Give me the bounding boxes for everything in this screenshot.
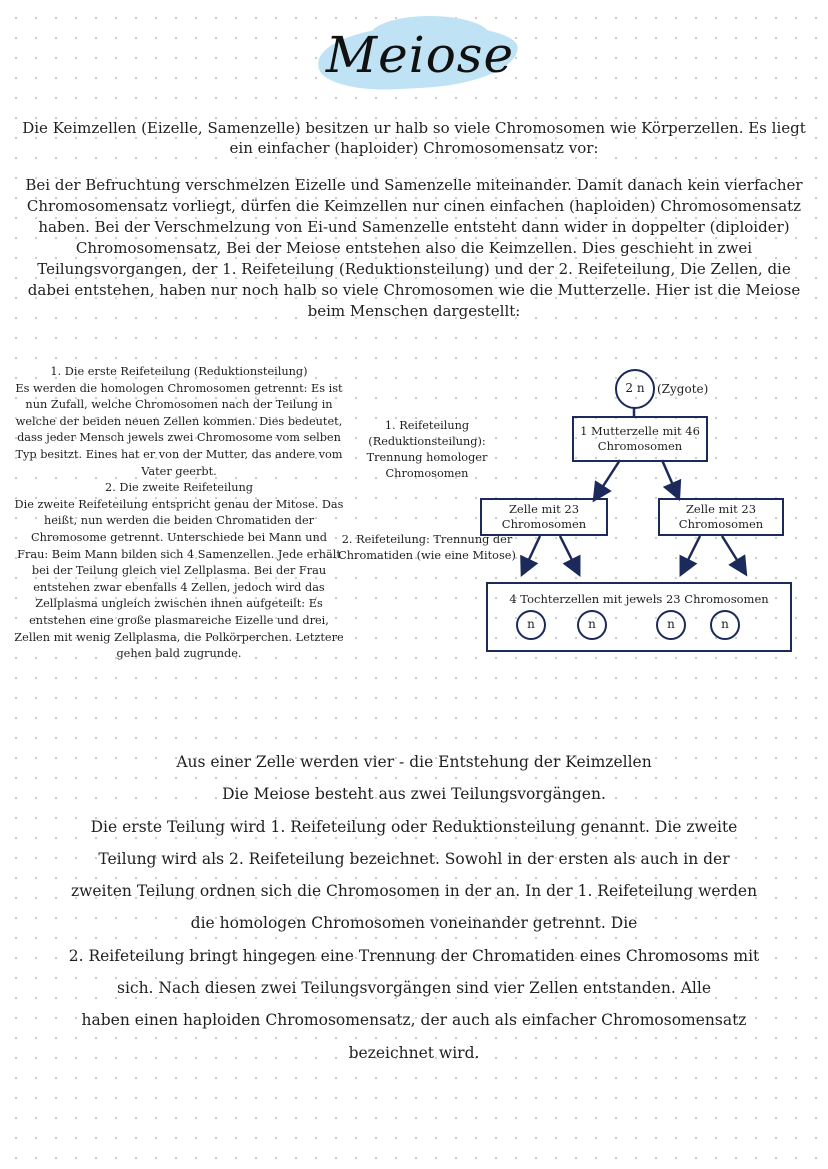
- summary-line: sich. Nach diesen zwei Teilungsvorgängen sind vier Zellen entstanden. Alle: [116, 979, 712, 998]
- title-area: [300, 12, 540, 102]
- summary-line: zweiten Teilung ordnen sich die Chromosomen in der an. In der 1. Reifeteilung werden: [70, 882, 758, 901]
- n-circle: n: [516, 610, 546, 640]
- summary-line: die homologen Chromosomen voneinander getrennt. Die: [190, 914, 638, 933]
- side-explanation: [14, 364, 344, 663]
- summary-line: Teilung wird als 2. Reifeteilung bezeichnet. Sowohl in der ersten als auch in der: [98, 849, 730, 868]
- intro-text: Die Keimzellen (Eizelle, Samenzelle) besitzen ur halb so viele Chromosomen wie Körperzellen. Es liegt ein einfacher (haploider) Chromosomensatz vor:: [22, 119, 806, 157]
- side-heading-second: 2. Die zweite Reifeteilung: [105, 481, 253, 495]
- cell-right-box: Zelle mit 23 Chromosomen: [658, 498, 784, 536]
- arrow-mother-right: [662, 460, 676, 492]
- label-first-division: 1. Reifeteilung (Reduktionsteilung): Trennung homologer Chromosomen: [366, 419, 488, 480]
- arrow-right-a: [684, 536, 700, 568]
- mother-cell-box: 1 Mutterzelle mit 46 Chromosomen: [572, 416, 708, 462]
- cell-left-box: Zelle mit 23 Chromosomen: [480, 498, 608, 536]
- side-text-first: Es werden die homologen Chromosomen getrennt: Es ist nun Zufall, welche Chromosomen nach der Teilung in welche der beiden neuen Zellen kommen. Dies bedeutet, dass jeder Mensch jewels zwei Chromosome vom selben Typ besitzt. Eines hat er von der Mutter, das andere vom Vater geerbt.: [15, 381, 343, 478]
- side-text-second: Die zweite Reifeteilung entspricht genau der Mitose. Das heißt, nun werden die beiden Chromatiden der Chromosome getrennt. Unterschiede bei Mann und Frau: Beim Mann bilden sich 4 Samenzellen. Jede erhält bei der Teilung gleich viel Zellplasma. Bei der Frau entstehen zwar ebenfalls 4 Zellen, jedoch wird das Zellplasma ungleich zwischen ihnen aufgeteilt: Es entstehen eine große plasmareiche Eizelle und drei, Zellen mit wenig Zellplasma, die Polkörperchen. Letztere gehen bald zugrunde.: [14, 497, 344, 661]
- side-heading-first: 1. Die erste Reifeteilung (Reduktionsteilung): [50, 365, 308, 378]
- label-second-division: 2. Reifeteilung: Trennung der Chromatiden (wie eine Mitose): [338, 533, 516, 562]
- daughter-cells-label: 4 Tochterzellen mit jewels 23 Chromosomen: [509, 592, 769, 606]
- arrow-mother-left: [598, 460, 620, 494]
- n-circle: n: [710, 610, 740, 640]
- summary-line: bezeichnet wird.: [348, 1043, 480, 1062]
- main-paragraph: Bei der Befruchtung verschmelzen Eizelle und Samenzelle miteinander. Damit danach kein vierfacher Chromosomensatz vorliegt, dürfen die Keimzellen nur cinen einfachen (haploiden) Chromosomensatz haben. Bei der Verschmelzung von Ei-und Samenzelle entsteht dann wider in doppelter (diploider) Chromosomensatz, Bei der Meiose entstehen also die Keimzellen. Dies geschieht in zwei Teilungsvorgangen, der 1. Reifeteilung (Reduktionsteilung) und der 2. Reifeteilung, Die Zellen, die dabei entstehen, haben nur noch halb so viele Chromosomen wie die Mutterzelle. Hier ist die Meiose beim Menschen dargestellt:: [25, 176, 803, 320]
- summary-line: haben einen haploiden Chromosomensatz, der auch als einfacher Chromosomensatz: [81, 1011, 747, 1030]
- arrow-left-a: [525, 536, 540, 568]
- summary-line: 2. Reifeteilung bringt hingegen eine Trennung der Chromatiden eines Chromosoms mit: [68, 946, 760, 965]
- arrow-right-b: [722, 536, 742, 568]
- n-circle: n: [656, 610, 686, 640]
- n-circle: n: [577, 610, 607, 640]
- summary-line: Die erste Teilung wird 1. Reifeteilung oder Reduktionsteilung genannt. Die zweite: [90, 817, 738, 836]
- zygote-label: (Zygote): [657, 382, 709, 396]
- summary-text: [20, 746, 808, 1069]
- page-title: Meiose: [325, 26, 515, 84]
- arrow-left-b: [560, 536, 576, 568]
- summary-line: Die Meiose besteht aus zwei Teilungsvorgängen.: [222, 785, 606, 804]
- zygote-circle: 2 n: [615, 369, 655, 409]
- summary-line: Aus einer Zelle werden vier - die Entstehung der Keimzellen: [176, 753, 652, 771]
